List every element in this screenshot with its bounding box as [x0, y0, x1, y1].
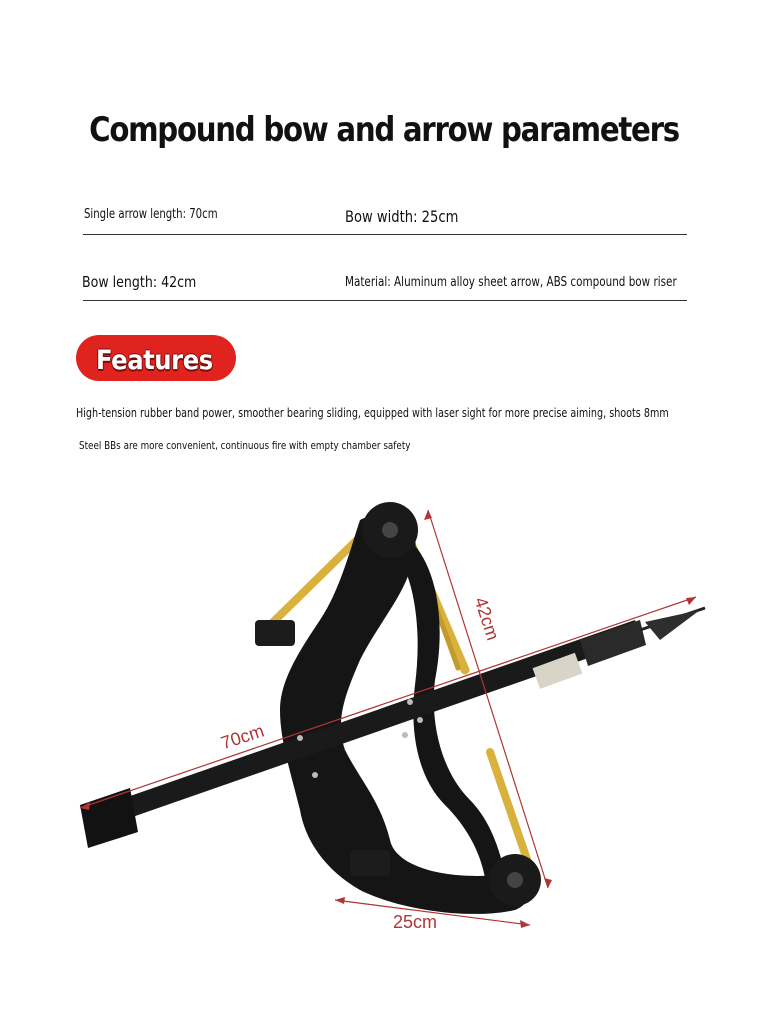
width-dimension-label: 25cm [393, 912, 438, 932]
spec-bow-length: Bow length: 42cm [82, 273, 197, 291]
length-dimension-label: 70cm [218, 720, 267, 754]
product-image [60, 480, 720, 960]
spec-material: Material: Aluminum alloy sheet arrow, ABS compound bow riser [345, 275, 677, 290]
spec-arrow-length: Single arrow length: 70cm [84, 207, 218, 222]
arrow-rail [80, 608, 705, 848]
features-badge-label: Features [96, 345, 213, 376]
divider [83, 234, 687, 235]
feature-text-line-1: High-tension rubber band power, smoother bearing sliding, equipped with laser sight for more precise aiming, shoots 8mm [76, 406, 669, 420]
spec-bow-width: Bow width: 25cm [345, 207, 459, 226]
divider [83, 300, 687, 301]
height-dimension-label: 42cm [470, 594, 504, 643]
page-title: Compound bow and arrow parameters [89, 110, 679, 150]
feature-text-line-2: Steel BBs are more convenient, continuous fire with empty chamber safety [79, 439, 411, 452]
